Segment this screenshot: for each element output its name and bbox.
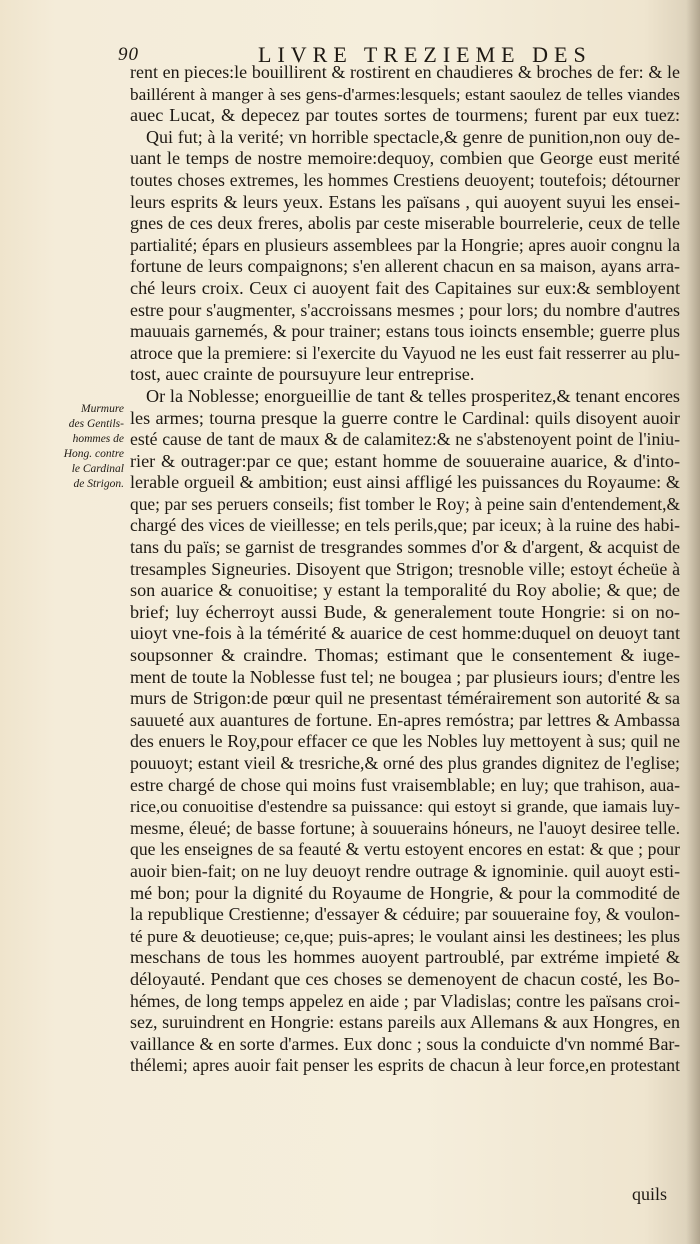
- marginal-note-line: Murmure: [80, 403, 124, 415]
- text-line: atroce que la premiere: si l'exercite du Vayuod ne les eust fait resserrer au plu-: [130, 342, 680, 363]
- text-line: mesme, éleué; de basse fortune; à souuerains hóneurs, ne l'auoyt desiree telle.: [130, 817, 680, 838]
- text-line: fortune de leurs compaignons; s'en allerent chacun en sa maison, ayans arra-: [130, 256, 680, 277]
- text-line: murs de Strigon:de pœur quil ne presentast témérairement son autorité & sa: [130, 688, 680, 709]
- text-line: esté cause de tant de maux & de calamitez:& ne s'abstenoyent point de l'iniu-: [130, 429, 680, 450]
- text-line: sez, suruindrent en Hongrie: estans pareils aux Allemans & aux Hongres, en: [130, 1012, 680, 1033]
- text-line: déloyauté. Pendant que ces choses se demenoyent de chacun costé, les Bo-: [130, 968, 680, 989]
- text-line: lerable orgueil & ambition; eust ainsi affligé les puissances du Royaume: &: [130, 472, 680, 493]
- text-line: Or la Noblesse; enorgueillie de tant & telles prosperitez,& tenant encores: [146, 385, 680, 406]
- text-line: auec Lucat, & depecez par toutes sortes de tourmens; furent par eux tuez:: [130, 105, 680, 126]
- text-line: baillérent à manger à ses gens-d'armes:lesquels; estant saoulez de telles viandes: [130, 84, 680, 104]
- text-line: soupsonner & craindre. Thomas; estimant que le consentement & iuge-: [130, 645, 680, 666]
- text-line: que; par ses peruers conseils; fist tomber le Roy; à peine sain d'entendement,&: [130, 494, 680, 514]
- marginal-note-line: Hong. contre: [63, 448, 124, 460]
- marginal-note: [54, 402, 124, 492]
- text-line: mé bon; pour la dignité du Royaume de Hongrie, & pour la commodité de: [130, 882, 680, 903]
- body-text: [130, 62, 680, 1077]
- text-line: uant le temps de nostre memoire:dequoy, combien que George eust merité: [130, 148, 680, 169]
- text-line: partialité; épars en plusieurs assemblees par la Hongrie; apres auoir congnu la: [130, 234, 680, 255]
- text-line: pouuoyt; estant vieil & tresriche,& orné des plus grandes dignitez de l'eglise;: [130, 753, 680, 773]
- text-line: rier & outrager:par ce que; estant homme de souueraine auarice, & d'into-: [130, 450, 680, 471]
- text-line: rent en pieces:le bouillirent & rostirent en chaudieres & broches de fer: & le: [130, 62, 680, 82]
- text-line: toutes choses extremes, les hommes Crestiens deuoyent; toutefois; détourner: [130, 169, 680, 190]
- text-line: gnes de ces deux freres, abolis par ceste miserable bourrelerie, ceux de telle: [130, 213, 680, 234]
- page-edge-shadow: [686, 0, 700, 1244]
- text-line: Qui fut; à la verité; vn horrible spectacle,& genre de punition,non ouy de-: [146, 126, 680, 147]
- text-line: la republique Crestienne; d'essayer & céduire; par souueraine foy, & voulon-: [130, 904, 680, 925]
- text-line: rice,ou conuoitise d'estendre sa puissance: qui estoyt si grande, que iamais luy-: [130, 797, 680, 817]
- marginal-note-line: des Gentils-: [68, 418, 124, 430]
- text-line: thélemi; apres auoir fait penser les esprits de chacun à leur force,en protestant: [130, 1055, 680, 1076]
- marginal-note-line: hommes de: [72, 433, 124, 445]
- text-line: brief; luy écherroyt aussi Bude, & generalement toute Hongrie: si on no-: [130, 601, 680, 622]
- text-line: son auarice & conuoitise; y estant la temporalité du Roy abolie; & que; de: [130, 580, 680, 601]
- text-line: estre pour s'augmenter, s'accroissans mesmes ; pour lors; du nombre d'autres: [130, 299, 680, 320]
- text-line: uioyt vne-fois à la témérité & auarice de cest homme:duquel on deuoyt tant: [130, 623, 680, 644]
- running-head: LIVRE TREZIEME DES: [258, 42, 592, 67]
- text-line: mauuais garnemés, & pour trainer; estans tous ioincts ensemble; guerre plus: [130, 321, 680, 342]
- text-line: ment de toute la Noblesse fust tel; ne bougea ; par plusieurs iours; d'entre les: [130, 666, 680, 687]
- text-line: tans du païs; se garnist de tresgrandes sommes d'or & d'argent, & acquist de: [130, 537, 680, 558]
- text-line: ché leurs croix. Ceux ci auoyent fait des Capitaines sur eux:& sembloyent: [130, 277, 680, 298]
- page-number: 90: [118, 44, 139, 65]
- text-line: tost, auec crainte de poursuyure leur entreprise.: [130, 364, 475, 385]
- text-line: les armes; tourna presque la guerre contre le Cardinal: quils disoyent auoir: [130, 407, 680, 428]
- marginal-note-line: le Cardinal: [71, 463, 124, 475]
- text-line: hémes, de long temps appelez en aide ; par Vladislas; contre les païsans croi-: [130, 990, 680, 1011]
- text-line: que les enseignes de sa feauté & vertu estoyent encores en estat: & que ; pour: [130, 839, 680, 860]
- marginal-note-line: de Strigon.: [73, 478, 124, 490]
- text-line: estre chargé de chose qui moins fust vraisemblable; en luy; que trahison, aua-: [130, 774, 680, 795]
- text-line: des enuers le Roy,pour effacer ce que les Nobles luy mettoyent à sus; quil ne: [130, 731, 680, 752]
- text-line: sauueté aux auantures de fortune. En-apres remóstra; par lettres & Ambassa: [130, 709, 680, 730]
- catchword: quils: [632, 1184, 668, 1204]
- text-line: chargé des vices de vieillesse; en tels perils,que; par iceux; à la ruine des habi-: [130, 515, 680, 536]
- text-line: meschans de tous les hommes auoyent partroublé, par extréme impieté &: [130, 947, 680, 968]
- text-line: té pure & deuotieuse; ce,que; puis-apres; le voulant ainsi les destinees; les plus: [130, 926, 680, 946]
- text-line: tresamples Signeuries. Disoyent que Strigon; tresnoble ville; estoyt écheüe à: [130, 558, 680, 579]
- text-line: leurs esprits & leurs yeux. Estans les païsans , qui auoyent suyui les ensei-: [130, 191, 680, 212]
- text-line: vaillance & en sorte d'armes. Eux donc ; sous la conduicte d'vn nommé Bar-: [130, 1033, 680, 1054]
- text-line: auoir bien-fait; on ne luy deuoyt rendre outrage & ignominie. quil auoyt esti-: [130, 860, 680, 881]
